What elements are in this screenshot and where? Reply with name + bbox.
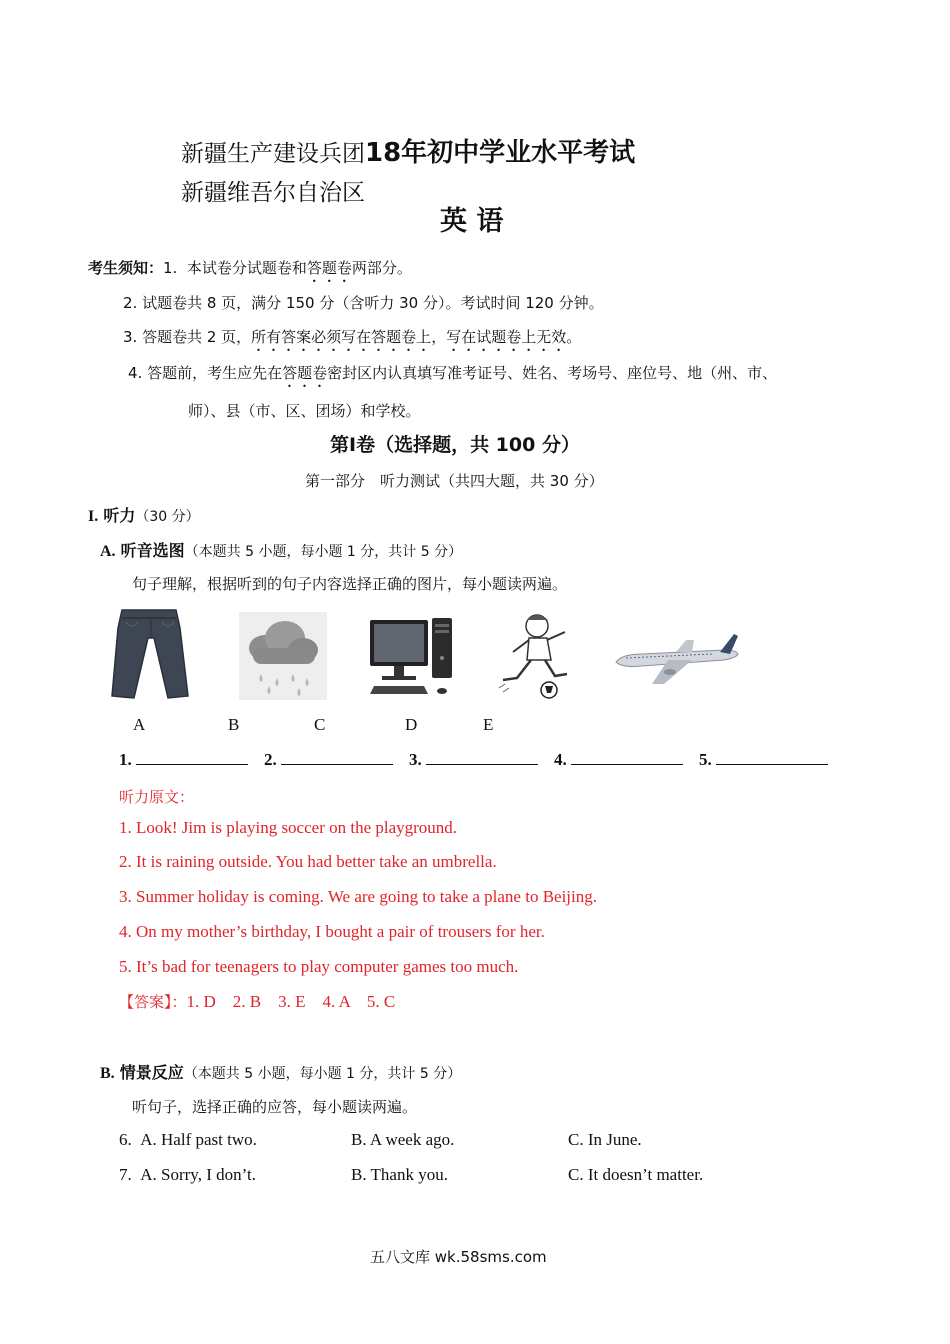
- section-A-instruction: 句子理解，根据听到的句子内容选择正确的图片，每小题读两遍。: [132, 575, 568, 593]
- notice-item-3-text-c: 。: [566, 328, 582, 346]
- answer-blank-2[interactable]: [264, 750, 393, 770]
- section-A-title: 听音选图: [120, 541, 185, 560]
- question-6-num: 6.: [119, 1130, 132, 1149]
- section-I-points: （30 分）: [135, 509, 200, 525]
- blank-num-3: 3.: [409, 750, 422, 769]
- blank-num-4: 4.: [554, 750, 567, 769]
- footer-site-name: 五八文库: [370, 1248, 435, 1266]
- transcript-line-5: 5. It’s bad for teenagers to play computer games too much.: [119, 957, 519, 976]
- section-A-label: A.: [100, 543, 116, 560]
- notice-item-3-emph-2: 写在试题卷上无效: [446, 328, 567, 346]
- title-line-1: [181, 132, 635, 169]
- notice-item-4-text-a: 4. 答题前，考生应先在: [128, 364, 283, 382]
- picture-letter-d: D: [405, 715, 418, 734]
- answer-line: [119, 991, 395, 1012]
- transcript-line-4: 4. On my mother’s birthday, I bought a pair of trousers for her.: [119, 922, 545, 941]
- question-7: [119, 1165, 256, 1185]
- question-6-option-b[interactable]: B. A week ago.: [351, 1130, 455, 1149]
- part1-heading: 第Ⅰ卷（选择题，共 100 分）: [330, 434, 580, 456]
- boy-soccer-icon: [493, 608, 585, 700]
- transcript-line-3: 3. Summer holiday is coming. We are going to take a plane to Beijing.: [119, 887, 598, 906]
- section-A-heading: [100, 538, 462, 561]
- notice-item-1-text-b: 两部分。: [351, 259, 412, 277]
- question-7-option-a[interactable]: A. Sorry, I don’t.: [140, 1165, 256, 1184]
- notice-item-3-text-b: ，: [431, 328, 447, 346]
- title-org-2: 新疆维吾尔自治区: [181, 180, 365, 206]
- answer-values: 1. D 2. B 3. E 4. A 5. C: [186, 992, 396, 1011]
- part1-subheading: 第一部分 听力测试（共四大题，共 30 分）: [305, 472, 604, 490]
- notice-item-4: [128, 362, 777, 391]
- question-7-option-b[interactable]: B. Thank you.: [351, 1165, 448, 1184]
- trousers-icon: [108, 608, 192, 700]
- answer-blank-4[interactable]: [554, 750, 683, 770]
- notice-item-4-cont: 师）、县（市、区、团场）和学校。: [188, 402, 421, 420]
- notice-item-2: 2. 试题卷共 8 页，满分 150 分（含听力 30 分）。考试时间 120 分钟。: [123, 294, 604, 312]
- section-B-label: B.: [100, 1065, 115, 1082]
- notice-item-1-num: 1.: [163, 259, 178, 277]
- question-6: [119, 1130, 257, 1150]
- transcript-line-2: 2. It is raining outside. You had better take an umbrella.: [119, 852, 497, 871]
- blank-num-5: 5.: [699, 750, 712, 769]
- footer-site-url[interactable]: wk.58sms.com: [434, 1248, 547, 1266]
- section-B-title: 情景反应: [119, 1063, 184, 1082]
- transcript-label: 听力原文：: [119, 788, 195, 806]
- computer-icon: [366, 614, 468, 700]
- notice-item-3-text-a: 3. 答题卷共 2 页，: [123, 328, 252, 346]
- notice-item-1-text-a: 本试卷分试题卷和: [186, 259, 307, 277]
- title-exam: 18年初中学业水平考试: [365, 138, 636, 168]
- footer-watermark: [370, 1246, 547, 1267]
- question-6-option-c[interactable]: C. In June.: [568, 1130, 642, 1149]
- subject-title: 英 语: [440, 206, 504, 237]
- airplane-icon: [612, 632, 742, 688]
- section-A-info: （本题共 5 小题，每小题 1 分，共计 5 分）: [184, 544, 463, 560]
- answer-blank-3[interactable]: [409, 750, 538, 770]
- title-org-1: 新疆生产建设兵团: [181, 141, 365, 167]
- blank-num-1: 1.: [119, 750, 132, 769]
- section-B-instruction: 听句子，选择正确的应答，每小题读两遍。: [132, 1098, 418, 1116]
- picture-letter-e: E: [483, 715, 494, 734]
- section-I-title: 听力: [103, 506, 136, 525]
- section-B-heading: [100, 1060, 461, 1083]
- notice-item-4-emph: 答题卷: [282, 364, 328, 382]
- rain-cloud-icon: [239, 612, 327, 700]
- notice-item-1-emph: 答题卷: [306, 259, 352, 277]
- notice-item-3-emph-1: 所有答案必须写在答题卷上: [251, 328, 432, 346]
- notice-item-3: [123, 326, 581, 355]
- question-6-option-a[interactable]: A. Half past two.: [140, 1130, 257, 1149]
- notice-label: 考生须知：: [88, 259, 164, 277]
- question-7-option-c[interactable]: C. It doesn’t matter.: [568, 1165, 704, 1184]
- section-I-label: I.: [88, 508, 99, 525]
- answer-blank-5[interactable]: [699, 750, 828, 770]
- picture-letter-b: B: [228, 715, 240, 734]
- picture-letter-a: A: [133, 715, 146, 734]
- answer-blank-1[interactable]: [119, 750, 248, 770]
- section-B-info: （本题共 5 小题，每小题 1 分，共计 5 分）: [183, 1066, 462, 1082]
- notice-item-1: [88, 257, 412, 286]
- blank-num-2: 2.: [264, 750, 277, 769]
- notice-item-4-text-b: 密封区内认真填写准考证号、姓名、考场号、座位号、地（州、市、: [327, 364, 778, 382]
- picture-letter-c: C: [314, 715, 326, 734]
- answer-label: 【答案】：: [119, 993, 187, 1011]
- transcript-line-1: 1. Look! Jim is playing soccer on the playground.: [119, 818, 458, 837]
- question-7-num: 7.: [119, 1165, 132, 1184]
- section-I-heading: [88, 503, 200, 526]
